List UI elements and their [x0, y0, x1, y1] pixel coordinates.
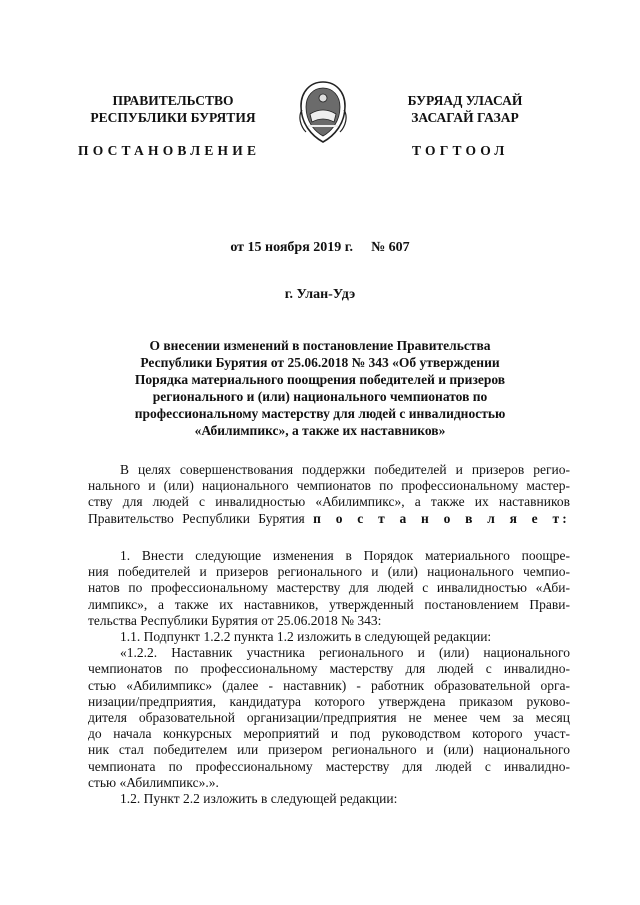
text-line: дителя образовательной организации/предприятия не менее чем за месяц — [88, 710, 570, 726]
header-right-line1: БУРЯАД УЛАСАЙ — [407, 93, 523, 108]
preamble-resolves: п о с т а н о в л я е т: — [313, 510, 570, 526]
text-line: чемпионатов по профессиональному мастерству для людей с инвалидно- — [88, 661, 570, 677]
title-line: профессиональному мастерству для людей с инвалидностью — [134, 406, 506, 421]
main-text — [88, 548, 570, 807]
decree-type-russian: ПОСТАНОВЛЕНИЕ — [78, 143, 261, 158]
text-line: стью «Абилимпикс».». — [88, 774, 219, 790]
header-right-line2: ЗАСАГАЙ ГАЗАР — [411, 110, 519, 125]
text-line: 1. Внести следующие изменения в Порядок материального поощре- — [120, 548, 570, 563]
text-line: до начала конкурсных мероприятий и под руководством которого участ- — [88, 726, 570, 742]
text-line: 1.2. Пункт 2.2 изложить в следующей редакции: — [120, 791, 398, 807]
header-left-line1: ПРАВИТЕЛЬСТВО — [112, 93, 234, 108]
text-line: 1.1. Подпункт 1.2.2 пункта 1.2 изложить в следующей редакции: — [120, 629, 492, 645]
title-line: Республики Бурятия от 25.06.2018 № 343 «Об утверждении — [140, 355, 500, 370]
text-line: ник стал победителем или призером регионального и (или) национального — [88, 742, 570, 758]
government-name-russian — [78, 92, 268, 126]
preamble-paragraph — [88, 462, 570, 527]
text-line: «1.2.2. Наставник участника регионального и (или) национального — [120, 645, 570, 661]
text-line: лимпикс», а также их наставников, утвержденный постановлением Прави- — [88, 596, 570, 612]
decree-date: от 15 ноября 2019 г. — [230, 240, 354, 255]
header-left-line2: РЕСПУБЛИКИ БУРЯТИЯ — [90, 110, 256, 125]
decree-type-buryat: ТОГТООЛ — [412, 143, 509, 158]
text-line: стью «Абилимпикс» (далее - наставник) - работник образовательной орга- — [88, 677, 570, 693]
title-line: регионального и (или) национального чемпионатов по — [152, 389, 488, 404]
text-line: ния победителей и призеров регионального и (или) национального чемпио- — [88, 564, 570, 580]
text-line: В целях совершенствования поддержки победителей и призеров регио- — [120, 462, 570, 477]
decree-date-line — [0, 240, 640, 256]
decree-title — [70, 337, 570, 439]
title-line: О внесении изменений в постановление Правительства — [149, 338, 491, 353]
government-name-buryat — [370, 92, 560, 126]
title-line: Порядка материального поощрения победителей и призеров — [134, 372, 506, 387]
preamble-government: Правительство Республики Бурятия — [88, 510, 314, 526]
text-line: натов по профессиональному мастерству для людей с инвалидностью «Аби- — [88, 580, 570, 596]
title-line: «Абилимпикс», а также их наставников» — [194, 423, 446, 438]
decree-number: № 607 — [371, 240, 410, 255]
text-line: нального и (или) национального чемпионатов по профессиональному мастер- — [88, 478, 570, 494]
text-line: низации/предприятия, кандидатура которого утверждена приказом руково- — [88, 693, 570, 709]
text-line: чемпионата по профессиональному мастерству для людей с инвалидно- — [88, 758, 570, 774]
decree-city: г. Улан-Удэ — [284, 287, 356, 302]
coat-of-arms-icon — [296, 80, 350, 144]
text-line — [88, 511, 570, 527]
text-line: ству для людей с инвалидностью «Абилимпикс», а также их наставников — [88, 494, 570, 510]
text-line: тельства Республики Бурятия от 25.06.2018 № 343: — [88, 612, 382, 628]
